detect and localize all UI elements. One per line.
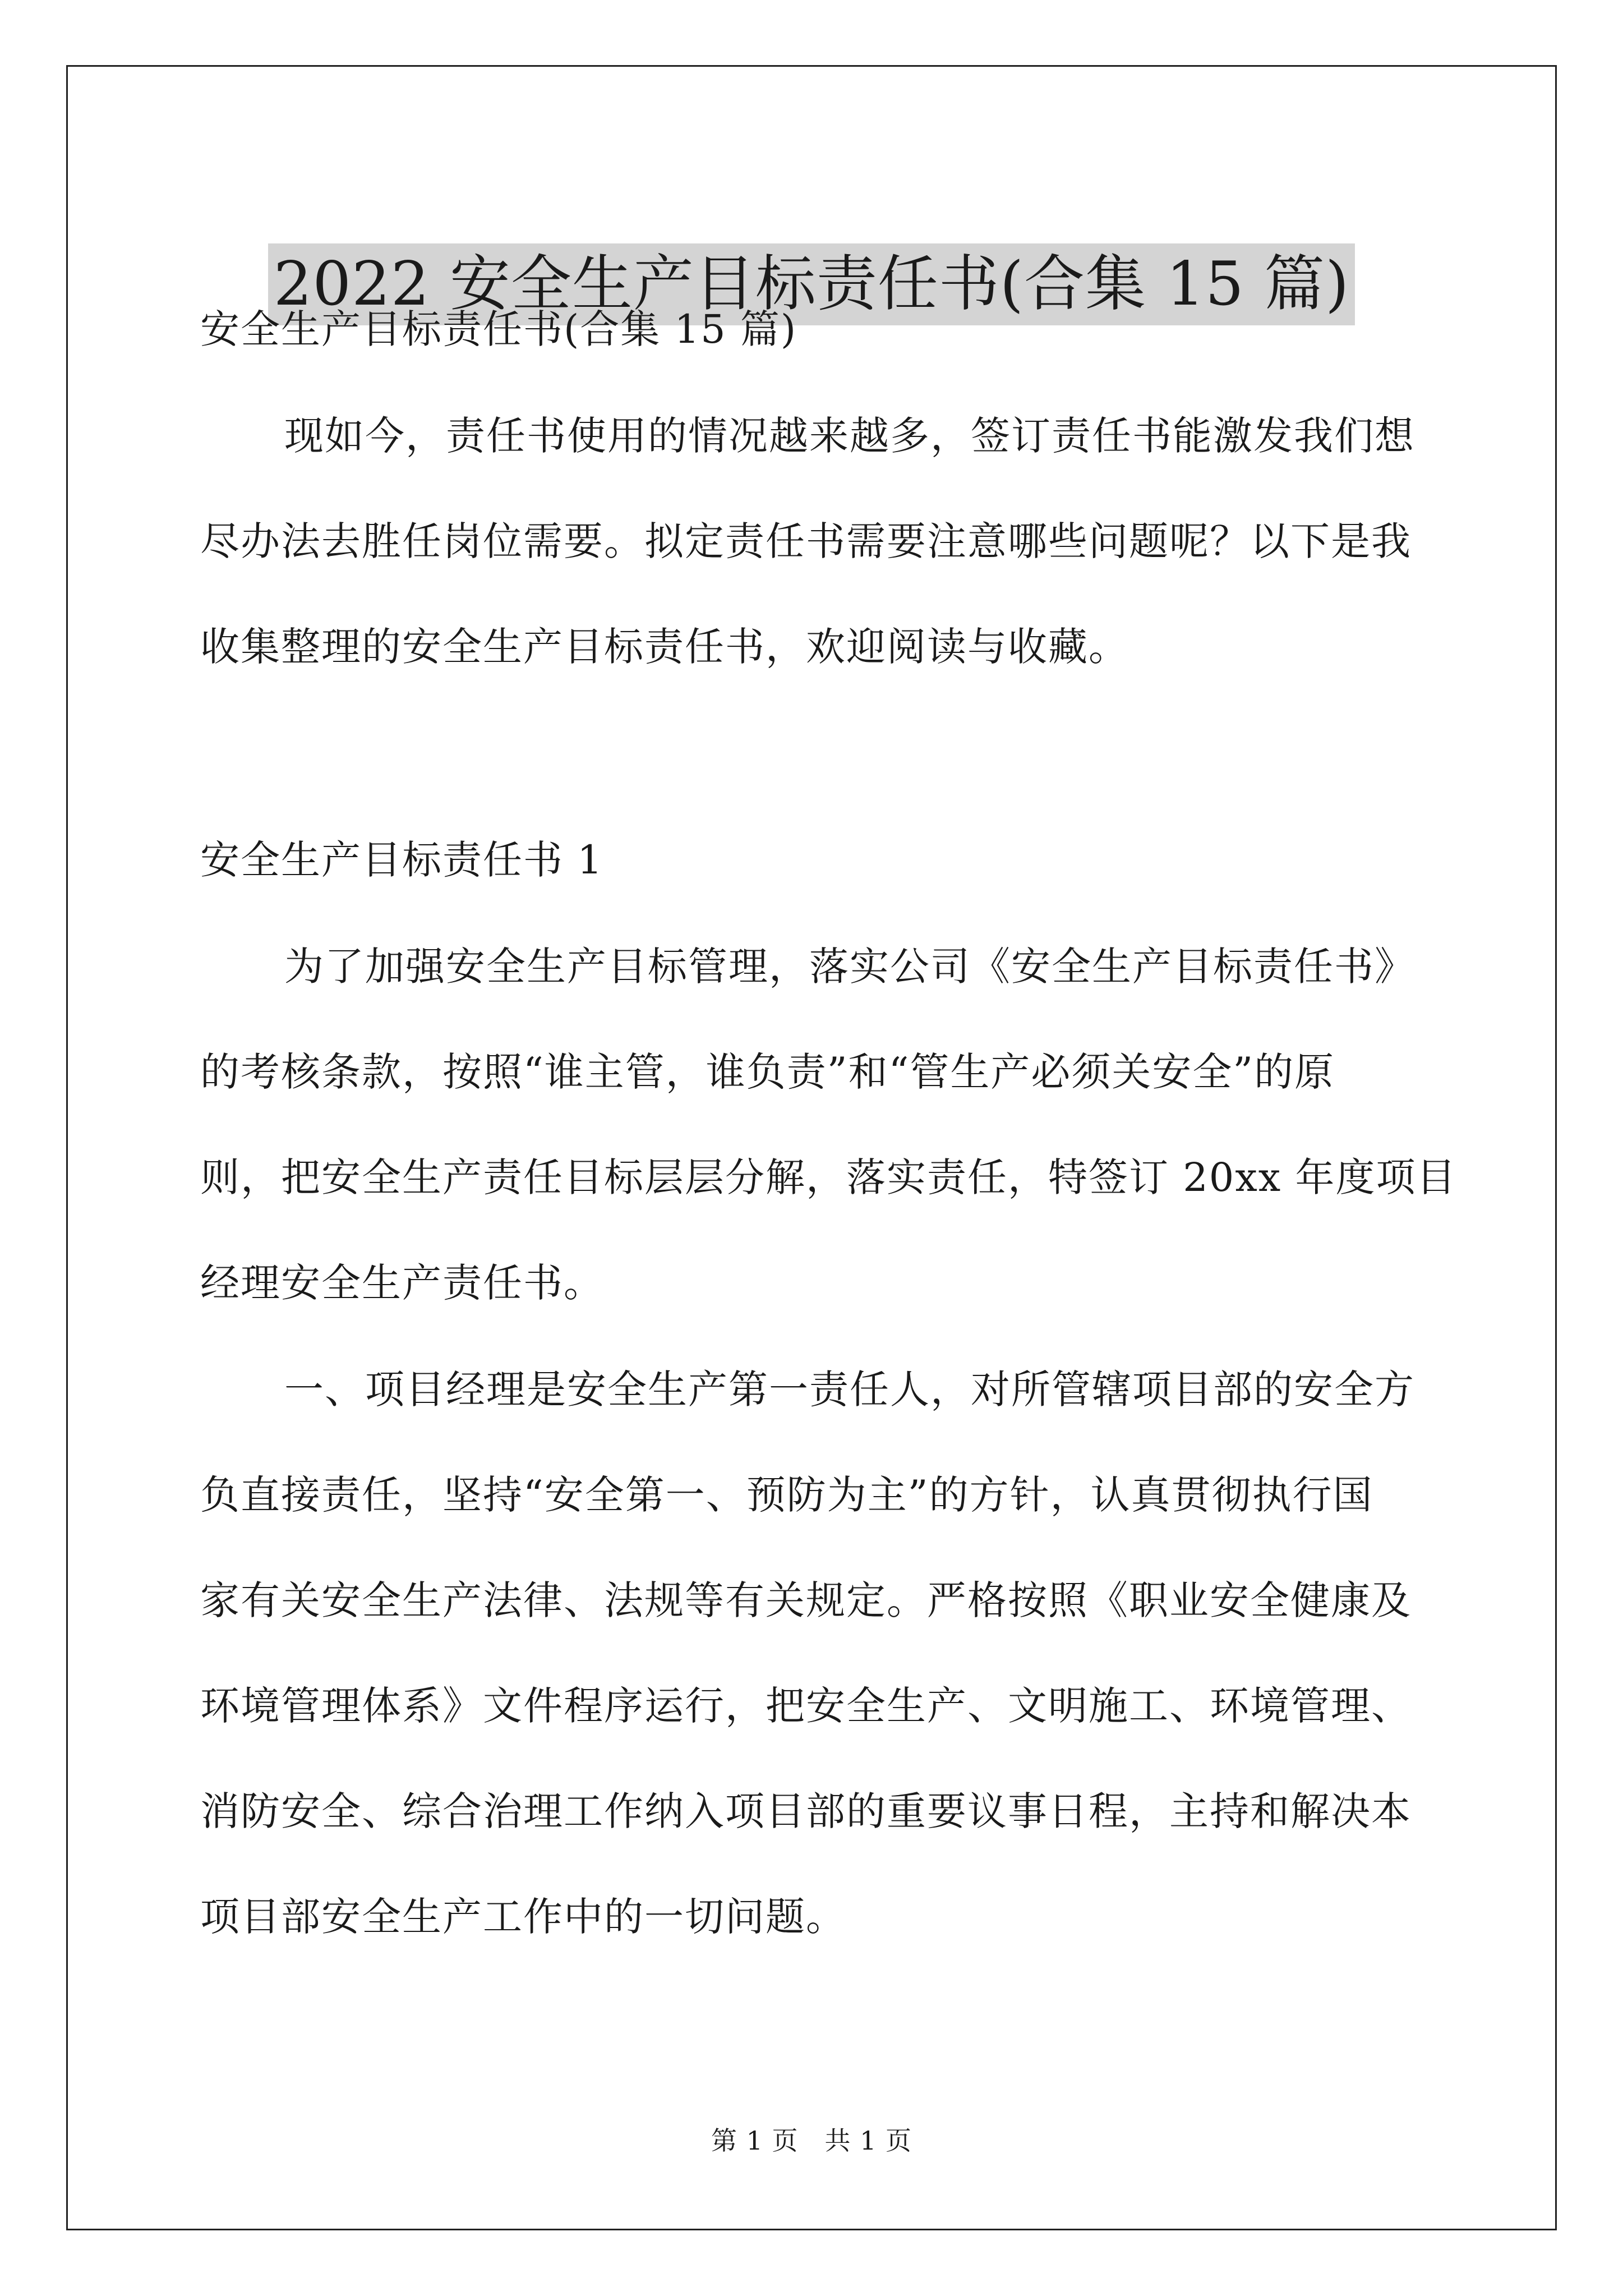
- para1-line-1: 为了加强安全生产目标管理，落实公司《安全生产目标责任书》: [284, 944, 1415, 990]
- subtitle: 安全生产目标责任书(合集 15 篇): [200, 306, 797, 352]
- page-footer: 第 1 页 共 1 页: [711, 2125, 912, 2156]
- intro-line-1: 现如今，责任书使用的情况越来越多，签订责任书能激发我们想: [284, 413, 1415, 459]
- para2-line-4: 环境管理体系》文件程序运行，把安全生产、文明施工、环境管理、: [200, 1683, 1412, 1729]
- para1-line-3: 则，把安全生产责任目标层层分解，落实责任，特签订 20xx 年度项目: [200, 1154, 1457, 1200]
- para2-line-1: 一、项目经理是安全生产第一责任人，对所管辖项目部的安全方: [284, 1366, 1415, 1412]
- intro-line-3: 收集整理的安全生产目标责任书，欢迎阅读与收藏。: [200, 624, 1129, 670]
- para2-line-3: 家有关安全生产法律、法规等有关规定。严格按照《职业安全健康及: [200, 1577, 1412, 1623]
- section-heading: 安全生产目标责任书 1: [200, 837, 603, 883]
- para1-line-4: 经理安全生产责任书。: [200, 1260, 604, 1306]
- document-title: 2022 安全生产目标责任书(合集 15 篇): [268, 243, 1355, 325]
- para2-line-5: 消防安全、综合治理工作纳入项目部的重要议事日程，主持和解决本: [200, 1788, 1412, 1834]
- para2-line-2: 负直接责任，坚持“安全第一、预防为主”的方针，认真贯彻执行国: [200, 1472, 1373, 1518]
- para2-line-6: 项目部安全生产工作中的一切问题。: [200, 1894, 846, 1940]
- para1-line-2: 的考核条款，按照“谁主管，谁负责”和“管生产必须关安全”的原: [200, 1049, 1335, 1095]
- intro-line-2: 尽办法去胜任岗位需要。拟定责任书需要注意哪些问题呢？以下是我: [200, 518, 1412, 564]
